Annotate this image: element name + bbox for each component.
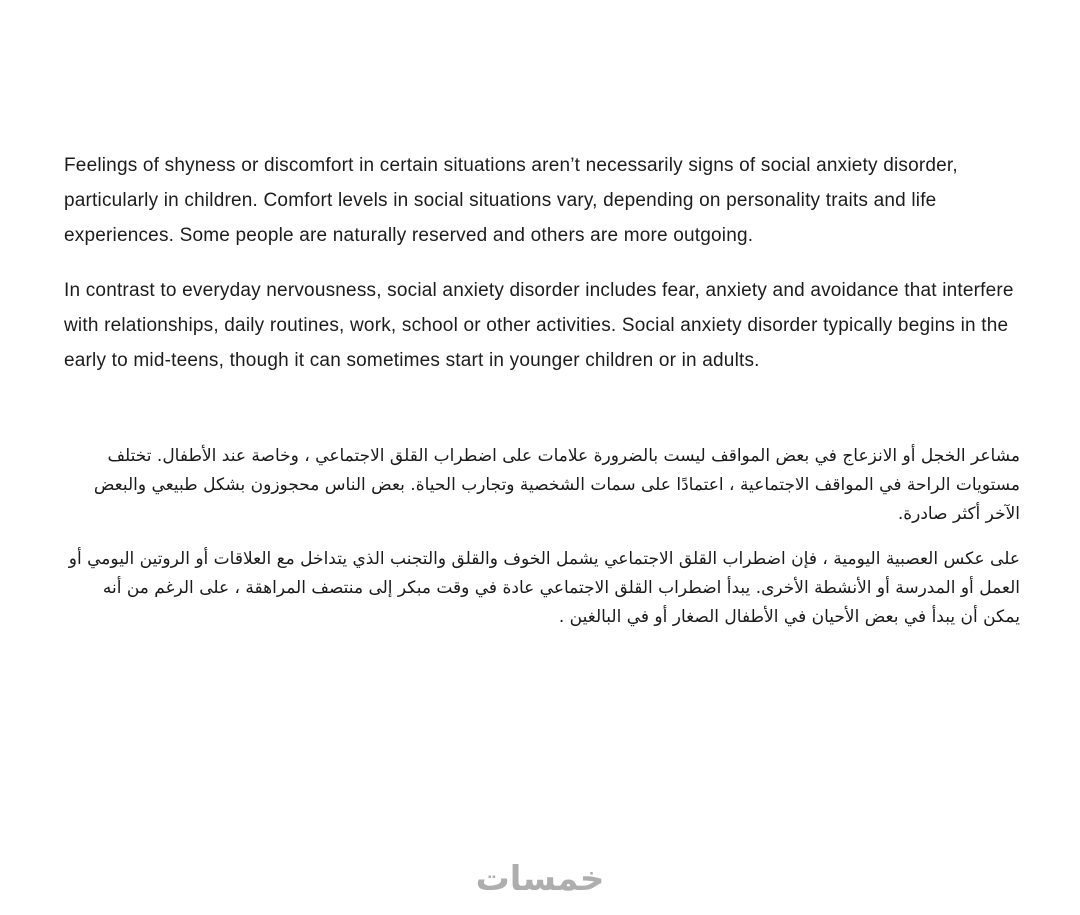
english-paragraph-1: Feelings of shyness or discomfort in certain situations aren’t necessarily signs of social anxiety disorder, particularly in children. Comfort levels in social situations vary, depending on personality traits and life experiences. Some people are naturally reserved and others are more outgoing. <box>64 155 958 246</box>
arabic-paragraph-1: مشاعر الخجل أو الانزعاج في بعض المواقف ليست بالضرورة علامات على اضطراب القلق الاجتماعي ، وخاصة عند الأطفال. تختلف مستويات الراحة في المواقف الاجتماعية ، اعتمادًا على سمات الشخصية وتجارب الحياة. بعض الناس محجوزون بشكل طبيعي والبعض الآخر أكثر صادرة. <box>93 446 1020 524</box>
english-paragraph-2: In contrast to everyday nervousness, social anxiety disorder includes fear, anxiety and avoidance that interfere with relationships, daily routines, work, school or other activities. Social anxiety disorder typically begins in the early to mid-teens, though it can sometimes start in younger children or in adults. <box>64 280 1014 371</box>
english-text-section <box>64 148 1020 378</box>
arabic-text-section <box>64 442 1020 632</box>
arabic-paragraph-2: على عكس العصبية اليومية ، فإن اضطراب القلق الاجتماعي يشمل الخوف والقلق والتجنب الذي يتداخل مع العلاقات أو الروتين اليومي أو العمل أو المدرسة أو الأنشطة الأخرى. يبدأ اضطراب القلق الاجتماعي عادة في وقت مبكر إلى منتصف المراهقة ، على الرغم من أنه يمكن أن يبدأ في بعض الأحيان في الأطفال الصغار أو في البالغين . <box>68 549 1020 627</box>
khamsat-watermark-logo: خمسات <box>475 859 605 899</box>
